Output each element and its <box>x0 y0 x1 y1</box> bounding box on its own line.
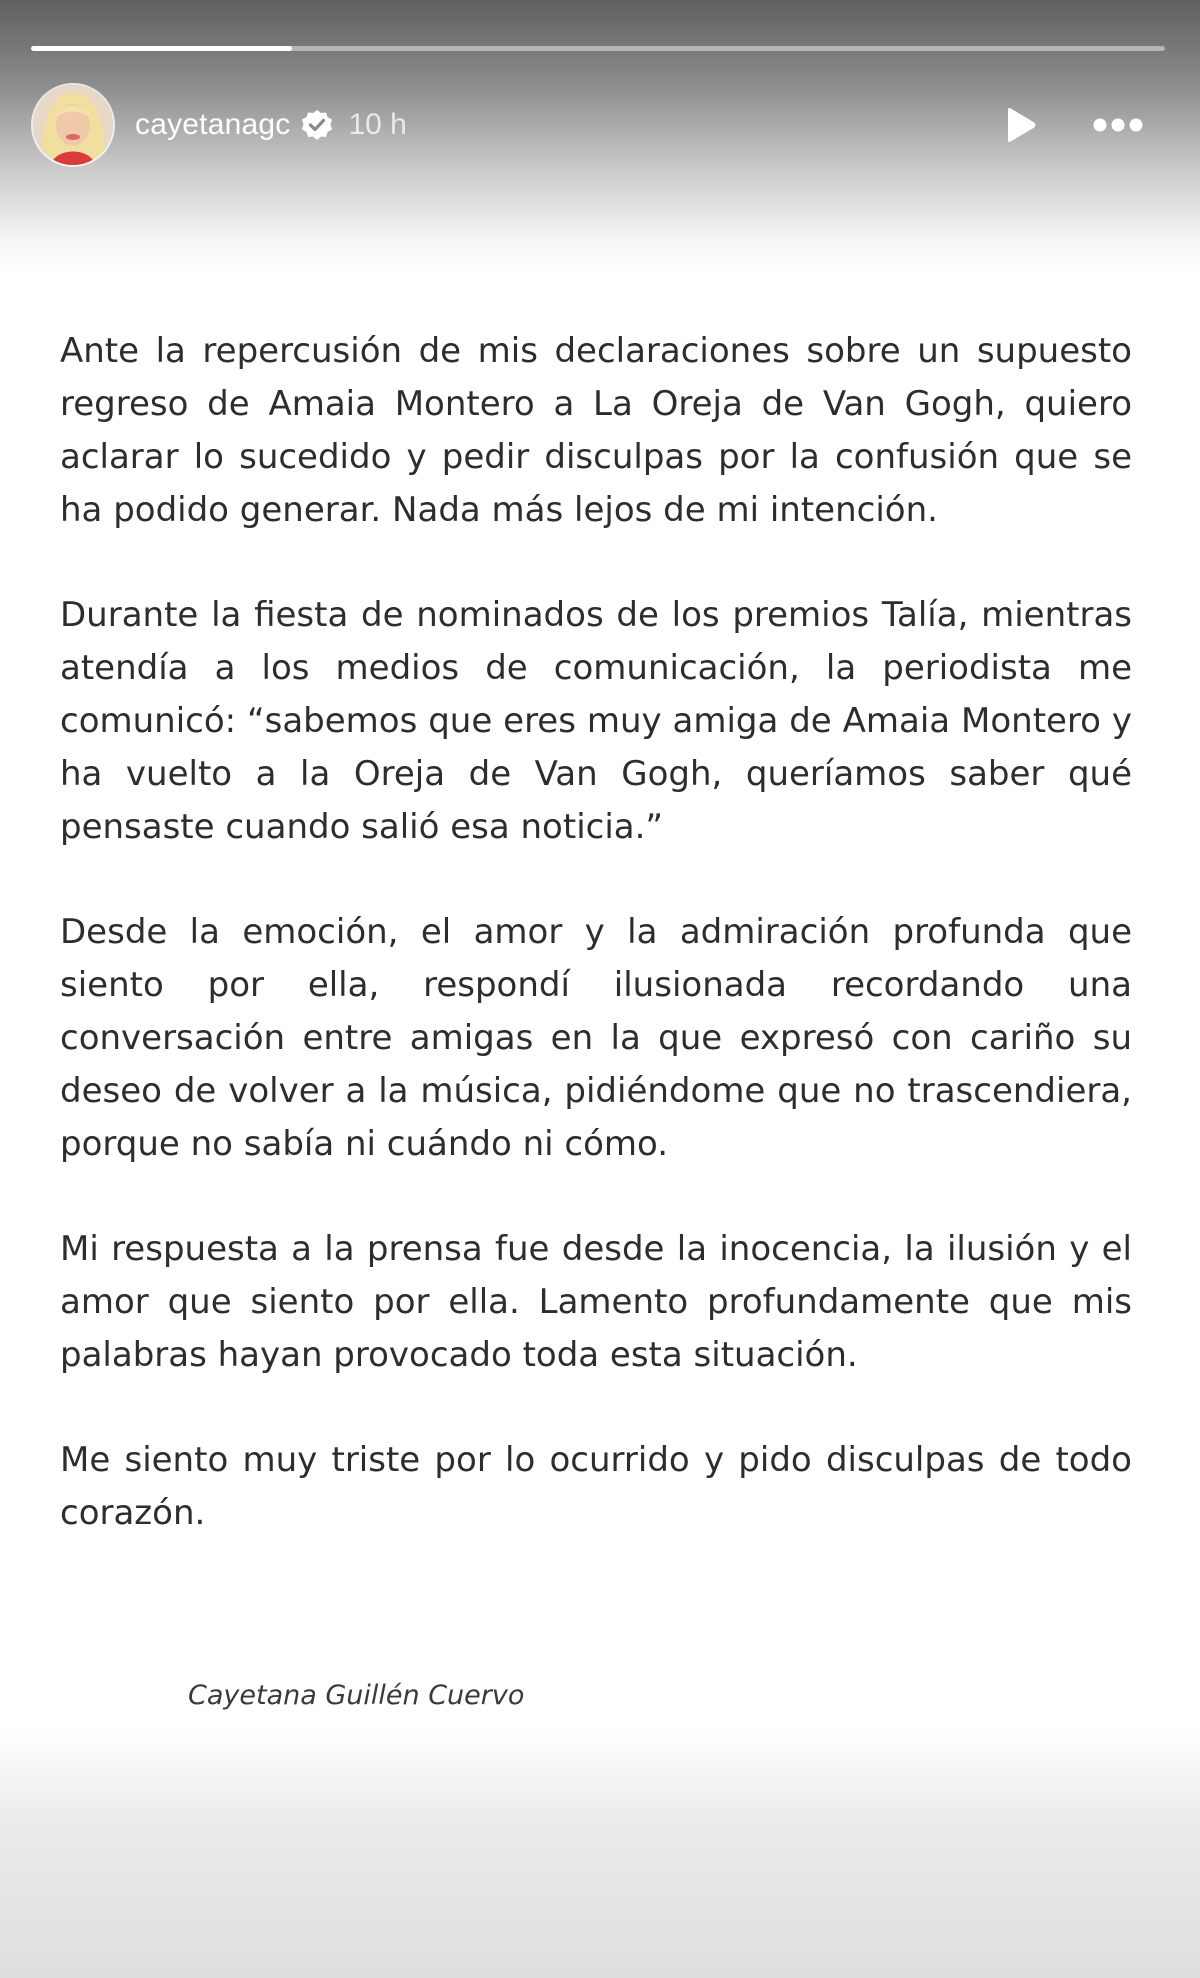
avatar[interactable] <box>31 83 115 167</box>
statement-paragraph: Desde la emoción, el amor y la admiración profunda que siento por ella, respondí ilusionada recordando una conversación entre amigas en la que expresó con cariño su deseo de volver a la música, pidiéndome que no trascendiera, porque no sabía ni cuándo ni cómo. <box>60 912 1132 1164</box>
bottom-gradient <box>0 1728 1200 1978</box>
post-timestamp: 10 h <box>348 108 407 141</box>
signature: Cayetana Guillén Cuervo <box>188 1680 525 1711</box>
story-progress-fill <box>31 46 292 51</box>
statement-paragraph: Durante la fiesta de nominados de los premios Talía, mientras atendía a los medios de comunicación, la periodista me comunicó: “sabemos que eres muy amiga de Amaia Montero y ha vuelto a la Oreja de Van Gogh, queríamos saber qué pensaste cuando salió esa noticia.” <box>60 595 1132 847</box>
play-icon[interactable] <box>999 105 1039 145</box>
story-progress-bar <box>31 46 1165 51</box>
statement-text <box>60 325 1132 1592</box>
header-actions <box>999 83 1145 167</box>
statement-paragraph: Me siento muy triste por lo ocurrido y pido disculpas de todo corazón. <box>60 1440 1132 1533</box>
statement-paragraph: Mi respuesta a la prensa fue desde la inocencia, la ilusión y el amor que siento por ella. Lamento profundamente que mis palabras hayan provocado toda esta situación. <box>60 1229 1132 1375</box>
more-options-icon[interactable] <box>1091 115 1145 135</box>
username[interactable]: cayetanagc <box>135 108 291 141</box>
story-header <box>31 83 1165 167</box>
verified-badge-icon <box>300 108 334 142</box>
statement-paragraph: Ante la repercusión de mis declaraciones sobre un supuesto regreso de Amaia Montero a La Oreja de Van Gogh, quiero aclarar lo sucedido y pedir disculpas por la confusión que se ha podido generar. Nada más lejos de mi intención. <box>60 331 1132 530</box>
